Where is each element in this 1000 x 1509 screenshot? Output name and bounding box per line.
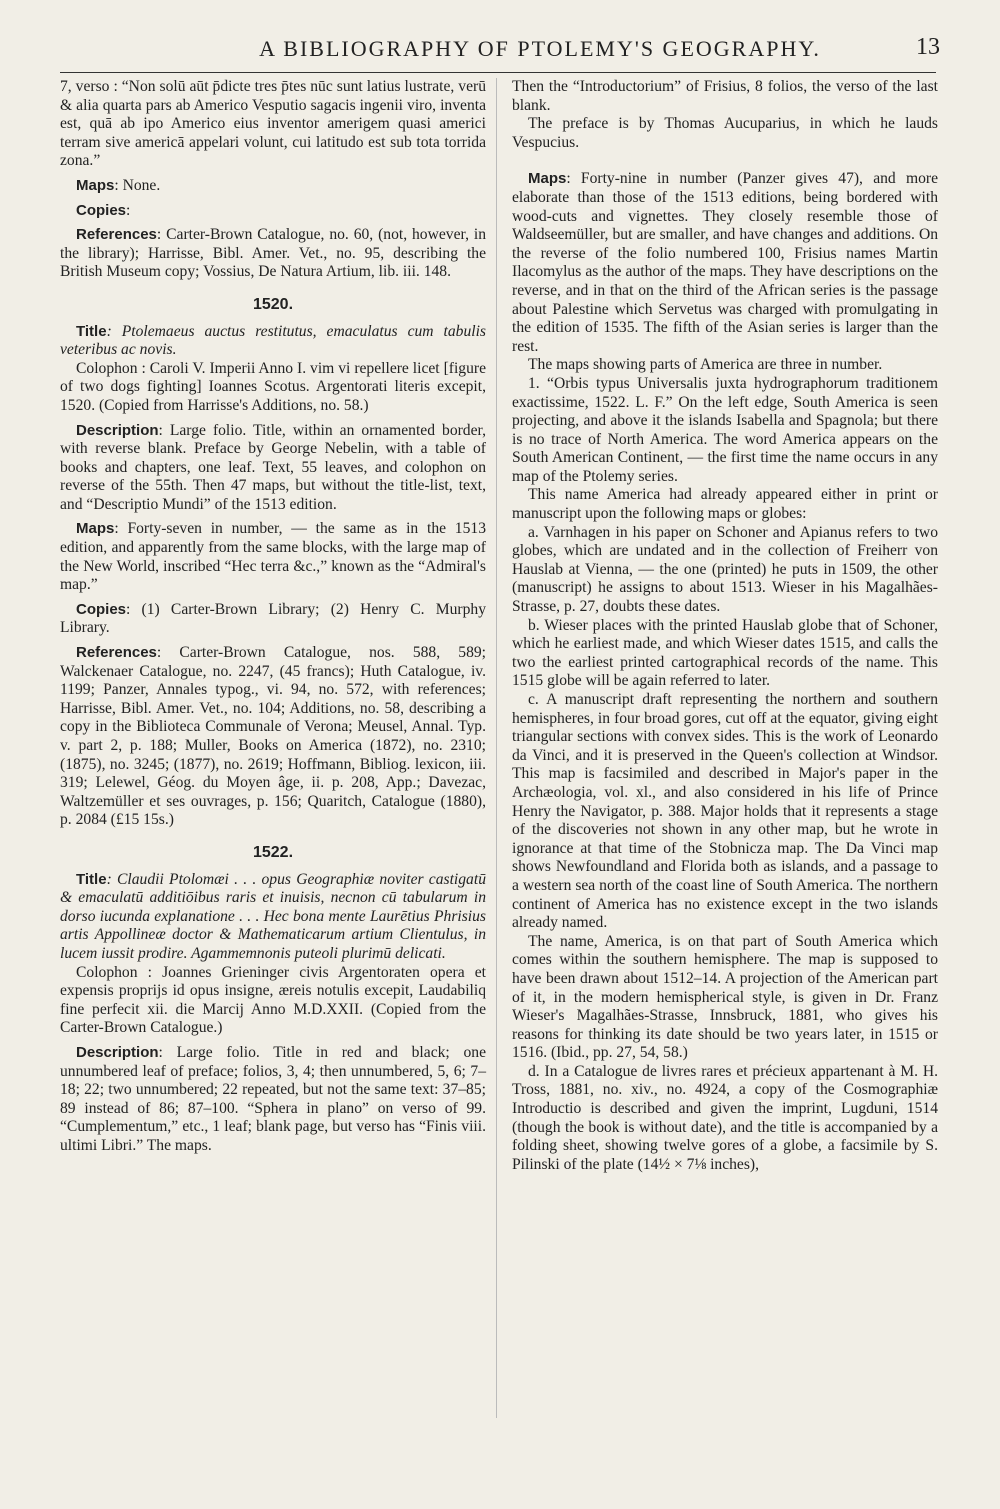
references-text: : Carter-Brown Catalogue, no. 60, (not, however, in the library); Harrisse, Bibl. Amer. Vet., no. 95, describing the British Museum copy; Vossius, De Natura Artium, lib. iii. 148. bbox=[60, 226, 486, 281]
left-column bbox=[60, 78, 486, 1155]
colophon-entry: Colophon : Joannes Grieninger civis Argentoraten opera et expensis proprijs id opus insigne, æreis notulis excepit, Laudabiliq fine perfecit xii. die Marcij Anno M.D.XXII. (Copied from the Carter-Brown Catalogue.) bbox=[60, 963, 486, 1037]
page-number: 13 bbox=[916, 34, 940, 60]
maps-text: : None. bbox=[114, 176, 161, 194]
copies-entry bbox=[60, 202, 486, 221]
running-title: A BIBLIOGRAPHY OF PTOLEMY'S GEOGRAPHY. bbox=[259, 36, 821, 61]
paragraph: This name America had already appeared either in print or manuscript upon the following maps or globes: bbox=[512, 486, 938, 523]
year-heading-1522: 1522. bbox=[252, 843, 294, 861]
title-entry bbox=[60, 871, 486, 964]
copies-label: Copies bbox=[76, 600, 127, 618]
page-header bbox=[60, 36, 940, 70]
maps-entry bbox=[60, 177, 486, 196]
title-text: : Claudii Ptolomæi . . . opus Geographiæ noviter castigatū & emaculatū additiōibus raris et inuisis, necnon cū tabularum in dorso iucunda explanatione . . . Hec bona mente Laurētius Phrisius artis Appollineæ doctor & Mathematicarum artium Clientulus, in lucem iussit prodire. Agammemnonis puteoli plurimū delicati. bbox=[60, 870, 486, 962]
paragraph: Then the “Introductorium” of Frisius, 8 folios, the verso of the last blank. bbox=[512, 78, 938, 114]
paragraph: d. In a Catalogue de livres rares et précieux appartenant à M. H. Tross, 1881, no. xiv., no. 4924, a copy of the Cosmographiæ Introductio is described and given the imprint, Lugduni, 1514 (though the book is without date), and the title is accompanied by a folding sheet, showing twelve gores of a globe, a facsimile by S. Pilinski of the plate (14½ × 7⅛ inches), bbox=[512, 1062, 938, 1173]
description-label: Description bbox=[76, 1043, 159, 1061]
title-text: : Ptolemaeus auctus restitutus, emaculatus cum tabulis veteribus ac novis. bbox=[60, 322, 486, 359]
maps-label: Maps bbox=[528, 170, 567, 188]
paragraph: The maps showing parts of America are three in number. bbox=[528, 356, 883, 374]
column-divider bbox=[496, 78, 497, 1418]
paragraph: c. A manuscript draft representing the northern and southern hemispheres, in four broad gores, cut off at the equator, giving eight triangular sections with convex sides. This is the work of Leonardo da Vinci, and it is preserved in the Queen's collection at Windsor. This map is facsimiled and described in Major's paper in the Archæologia, vol. xl., and also considered in his life of Prince Henry the Navigator, p. 388. Major holds that it represents a stage of the discoveries not shown in any other map, but he wrote in ignorance at that time of the Stobnicza map. The Da Vinci map shows Newfoundland and Florida both as islands, and a passage to a western sea north of the coast line of South America. The northern continent of America has no existence except in the two islands already named. bbox=[512, 691, 938, 932]
maps-label: Maps bbox=[76, 176, 115, 194]
header-rule bbox=[60, 72, 936, 73]
paragraph: 7, verso : “Non solū aūt p̄dicte tres p̄tes nūc sunt latius lustrate, verū & alia quarta pars ab Americo Vesputio sagacis ingenii viro, inventa est, quā ab ipo Americo eius inventor amerigem quasi americi terram sive americā appelari volunt, cui latitudo est sub tota torrida zona.” bbox=[60, 78, 486, 170]
copies-entry bbox=[60, 601, 486, 638]
maps-text: : Forty-seven in number, — the same as in the 1513 edition, and apparently from the same blocks, with the large map of the New World, inscribed “Hec terra &c.,” known as the “Admiral's map.” bbox=[60, 520, 486, 594]
copies-label: Copies bbox=[76, 201, 127, 219]
paragraph: 1. “Orbis typus Universalis juxta hydrographorum traditionem exactissime, 1522. L. F.” On the left edge, South America is seen projecting, and above it the islands Isabella and Spagnola; but there is no trace of North America. The word America appears on the South American Continent, — the first time the name occurs in any map of the Ptolemy series. bbox=[512, 374, 938, 485]
colophon-entry: Colophon : Caroli V. Imperii Anno I. vim vi repellere licet [figure of two dogs fighting] Ioannes Scotus. Argentorati literis excepit, 1520. (Copied from Harrisse's Additions, no. 58.) bbox=[60, 359, 486, 414]
references-label: References bbox=[76, 226, 157, 244]
copies-text: : bbox=[126, 201, 131, 219]
right-column bbox=[512, 78, 938, 1174]
copies-text: : (1) Carter-Brown Library; (2) Henry C. Murphy Library. bbox=[60, 600, 486, 637]
references-entry bbox=[60, 226, 486, 282]
paragraph: a. Varnhagen in his paper on Schoner and Apianus refers to two globes, which are undated and in the collection of Freiherr von Hauslab at Vienna, — the one (printed) he puts in 1509, the other (manuscript) he assigns to about 1513. Wieser in his Magalhães-Strasse, p. 27, doubts these dates. bbox=[512, 523, 938, 616]
paragraph: The name, America, is on that part of South America which comes within the southern hemisphere. The map is supposed to have been drawn about 1512–14. A projection of the American part of it, in the modern hemispherical style, is given in Dr. Franz Wieser's Magalhães-Strasse, Innsbruck, 1881, who gives his reasons for thinking its date should be two years later, in 1515 or 1516. (Ibid., pp. 27, 54, 58.) bbox=[512, 932, 938, 1062]
paragraph: b. Wieser places with the printed Hauslab globe that of Schoner, which he earliest made, and which Wieser dates 1515, and calls the two the earliest printed cartographical records of the name. This 1515 globe will be again referred to later. bbox=[512, 616, 938, 690]
title-entry bbox=[60, 323, 486, 360]
description-text: : Large folio. Title in red and black; one unnumbered leaf of preface; folios, 3, 4; then unnumbered, 5, 6; 7–18; 22; two unnumbered; 22 repeated, but not the same text: 37–85; 89 instead of 86; 87–100. “Sphera in plano” on verso of 99. “Cumplementum,” etc., 1 leaf; blank page, but verso has “Finis viii. ultimi Libri.” The maps. bbox=[60, 1043, 486, 1154]
description-label: Description bbox=[76, 421, 159, 439]
paragraph: The preface is by Thomas Aucuparius, in which he lauds Vespucius. bbox=[512, 115, 938, 151]
maps-entry bbox=[512, 170, 938, 356]
references-entry bbox=[60, 644, 486, 830]
maps-entry bbox=[60, 520, 486, 594]
description-text: : Large folio. Title, within an ornamented border, with reverse blank. Preface by George Nebelin, with a table of books and chapters, one leaf. Text, 55 leaves, and colophon on reverse of the 55th. Then 47 maps, but without the title-list, text, and “Descriptio Mundi” of the 1513 edition. bbox=[60, 421, 486, 513]
description-entry bbox=[60, 422, 486, 515]
references-text: : Carter-Brown Catalogue, nos. 588, 589; Walckenaer Catalogue, no. 2247, (45 francs); Huth Catalogue, iv. 1199; Panzer, Annales typog., vi. 94, no. 572, with references; Harrisse, Bibl. Amer. Vet., no. 104; Additions, no. 58, describing a copy in the Biblioteca Communale of Verona; Meusel, Annal. Typ. v. part 2, p. 188; Muller, Books on America (1872), no. 2310; (1875), no. 3245; (1877), no. 2619; Hoffmann, Bibliog. lexicon, iii. 319; Lelewel, Géog. du Moyen âge, ii. p. 208, App.; Davezac, Waltzemüller et ses ouvrages, p. 156; Quaritch, Catalogue (1880), p. 2084 (£15 15s.) bbox=[60, 644, 486, 829]
references-label: References bbox=[76, 644, 157, 662]
title-label: Title bbox=[76, 870, 107, 888]
maps-label: Maps bbox=[76, 520, 115, 538]
year-heading-1520: 1520. bbox=[252, 295, 294, 313]
title-label: Title bbox=[76, 322, 107, 340]
description-entry bbox=[60, 1044, 486, 1156]
maps-text: : Forty-nine in number (Panzer gives 47), and more elaborate than those of the 1513 editions, being bordered with wood-cuts and vignettes. They closely resemble those of Waldseemüller, but are smaller, and have changes and additions. On the reverse of the folio numbered 100, Frisius names Martin Ilacomylus as the author of the maps. They have descriptions on the reverse, and in that on the third of the African series is the passage about Palestine which Servetus was charged with promulgating in the edition of 1535. The fifth of the Asian series is larger than the rest. bbox=[512, 170, 938, 355]
